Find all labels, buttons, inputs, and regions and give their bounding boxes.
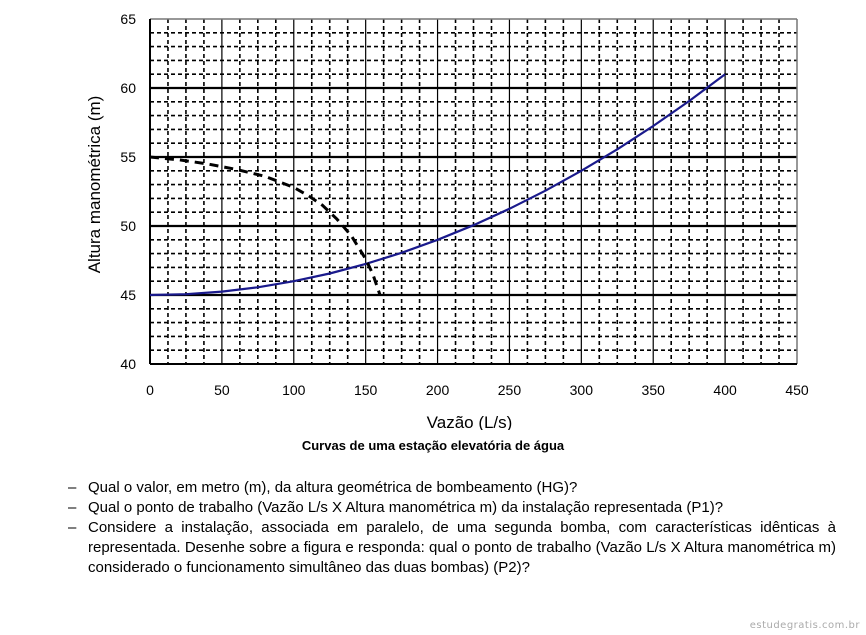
y-tick-label: 55 [120,149,136,165]
x-tick-label: 250 [497,382,522,398]
question-item: – Qual o ponto de trabalho (Vazão L/s X Altura manométrica m) da instalação representada (P1)? [66,498,836,518]
question-item: – Considere a instalação, associada em paralelo, de uma segunda bomba, com características idênticas à representada. Desenhe sobre a figura e responda: qual o ponto de trabalho (Vazão L/s X Altura manométrica m) considerado o funcionamento simultâneo das duas bombas) (P2)? [66,518,836,578]
x-tick-label: 150 [353,382,378,398]
y-tick-label: 60 [120,80,136,96]
x-axis-label: Vazão (L/s) [426,413,513,430]
x-tick-label: 300 [569,382,594,398]
question-list [66,478,836,578]
y-tick-label: 65 [120,11,136,27]
question-item: – Qual o valor, em metro (m), da altura geométrica de bombeamento (HG)? [66,478,836,498]
x-tick-label: 400 [713,382,737,398]
chart-caption: Curvas de uma estação elevatória de água [301,438,565,453]
watermark: estudegratis.com.br [749,620,860,631]
x-tick-label: 50 [214,382,230,398]
x-tick-label: 200 [425,382,450,398]
x-tick-label: 0 [146,382,154,398]
y-axis-label: Altura manométrica (m) [85,95,104,274]
y-tick-label: 40 [120,356,136,372]
y-tick-label: 45 [120,287,136,303]
y-tick-label: 50 [120,218,136,234]
x-tick-label: 350 [641,382,665,398]
x-tick-label: 100 [282,382,306,398]
x-tick-label: 450 [785,382,809,398]
